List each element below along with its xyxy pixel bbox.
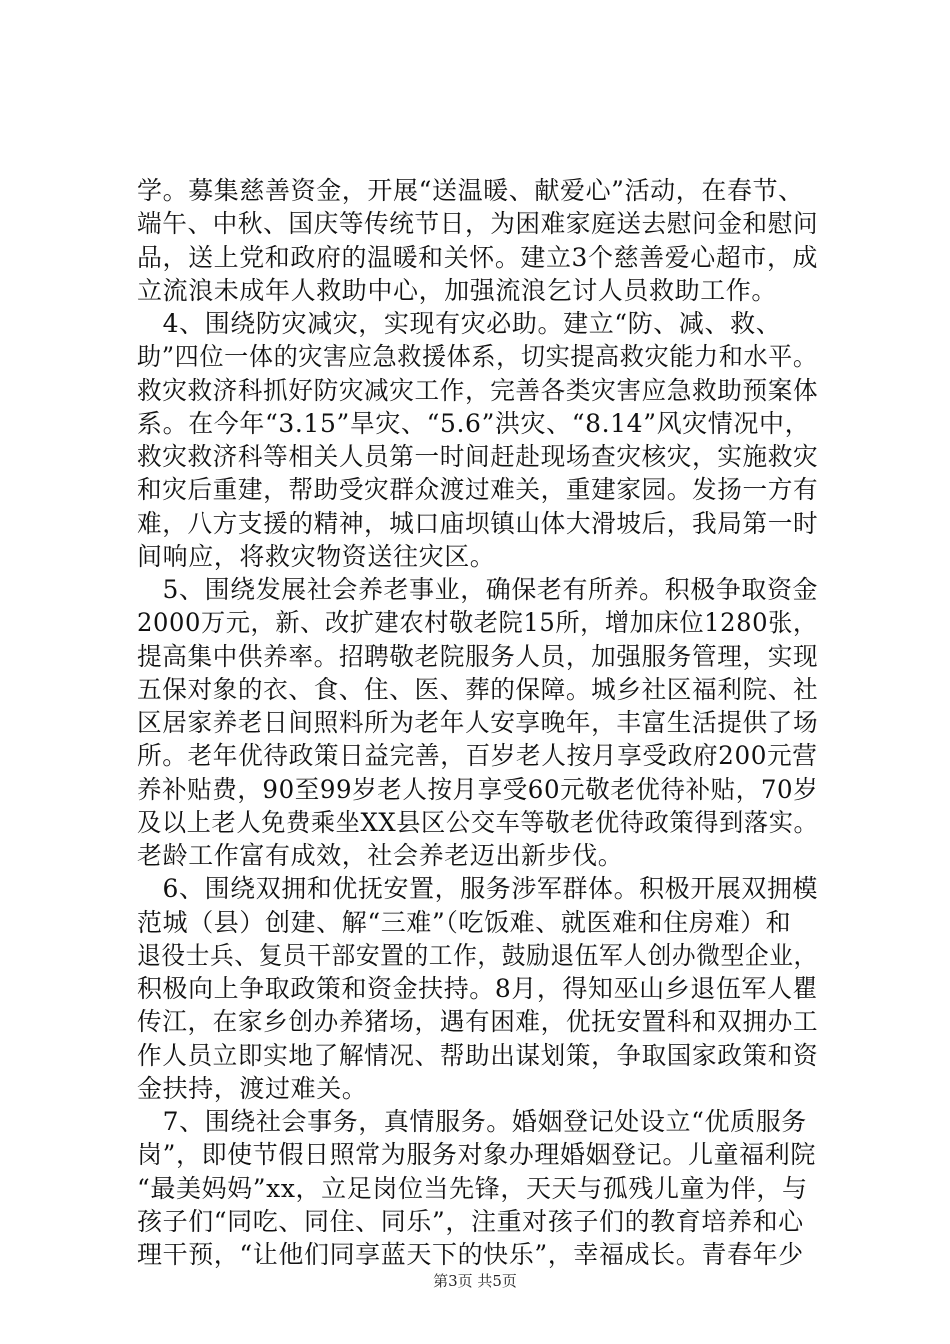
text-line: 救灾救济科等相关人员第一时间赶赴现场查灾核灾，实施救灾 bbox=[137, 442, 819, 471]
text-line: 区居家养老日间照料所为老年人安享晚年，丰富生活提供了场 bbox=[137, 708, 819, 737]
text-line: 6、围绕双拥和优抚安置，服务涉军群体。积极开展双拥模 bbox=[137, 874, 819, 904]
text-line: 所。老年优待政策日益完善，百岁老人按月享受政府200元营 bbox=[137, 741, 818, 771]
text-line: 孩子们“同吃、同住、同乐”，注重对孩子们的教育培养和心 bbox=[137, 1206, 804, 1236]
text-line: 理干预，“让他们同享蓝天下的快乐”，幸福成长。青春年少 bbox=[137, 1240, 804, 1269]
text-line: 金扶持，渡过难关。 bbox=[137, 1073, 368, 1103]
text-line: 五保对象的衣、食、住、医、葬的保障。城乡社区福利院、社 bbox=[137, 674, 819, 704]
text-line: 助”四位一体的灾害应急救援体系，切实提高救灾能力和水平。 bbox=[137, 342, 818, 372]
text-line: 作人员立即实地了解情况、帮助出谋划策，争取国家政策和资 bbox=[137, 1040, 819, 1070]
text-line: 4、围绕防灾减灾，实现有灾必助。建立“防、减、救、 bbox=[137, 309, 782, 338]
text-line: 传江，在家乡创办养猪场，遇有困难，优抚安置科和双拥办工 bbox=[137, 1007, 819, 1037]
text-line: 立流浪未成年人救助中心，加强流浪乞讨人员救助工作。 bbox=[137, 275, 778, 305]
text-line: 积极向上争取政策和资金扶持。8月，得知巫山乡退伍军人瞿 bbox=[137, 974, 819, 1003]
text-line: 救灾救济科抓好防灾减灾工作，完善各类灾害应急救助预案体 bbox=[137, 375, 819, 405]
text-line: 岗”，即使节假日照常为服务对象办理婚姻登记。儿童福利院 bbox=[137, 1140, 816, 1170]
text-line: 学。募集慈善资金，开展“送温暖、献爱心”活动，在春节、 bbox=[137, 176, 804, 205]
text-line: 间响应，将救灾物资送往灾区。 bbox=[137, 541, 496, 571]
text-line: 5、围绕发展社会养老事业，确保老有所养。积极争取资金 bbox=[137, 575, 819, 604]
text-line: 难，八方支援的精神，城口庙坝镇山体大滑坡后，我局第一时 bbox=[137, 508, 819, 538]
text-line: 养补贴费，90至99岁老人按月享受60元敬老优待补贴，70岁 bbox=[137, 774, 819, 804]
text-line: 范城（县）创建、解“三难”（吃饭难、就医难和住房难）和 bbox=[137, 907, 792, 937]
text-line: “最美妈妈”xx，立足岗位当先锋，天天与孤残儿童为伴，与 bbox=[137, 1173, 808, 1203]
page-footer: 第3页 共5页 bbox=[433, 1272, 517, 1290]
text-line: 老龄工作富有成效，社会养老迈出新步伐。 bbox=[137, 841, 624, 870]
text-line: 品，送上党和政府的温暖和关怀。建立3个慈善爱心超市，成 bbox=[137, 242, 819, 272]
text-line: 7、围绕社会事务，真情服务。婚姻登记处设立“优质服务 bbox=[137, 1107, 807, 1136]
text-line: 系。在今年“3.15”旱灾、“5.6”洪灾、“8.14”风灾情况中， bbox=[137, 408, 811, 438]
text-line: 及以上老人免费乘坐XX县区公交车等敬老优待政策得到落实。 bbox=[137, 807, 819, 837]
text-line: 提高集中供养率。招聘敬老院服务人员，加强服务管理，实现 bbox=[137, 641, 819, 671]
text-line: 退役士兵、复员干部安置的工作，鼓励退伍军人创办微型企业， bbox=[137, 940, 818, 970]
text-line: 2000万元，新、改扩建农村敬老院15所，增加床位1280张， bbox=[137, 608, 818, 638]
text-line: 端午、中秋、国庆等传统节日，为困难家庭送去慰问金和慰问 bbox=[137, 209, 819, 239]
text-line: 和灾后重建，帮助受灾群众渡过难关，重建家园。发扬一方有 bbox=[137, 475, 819, 505]
